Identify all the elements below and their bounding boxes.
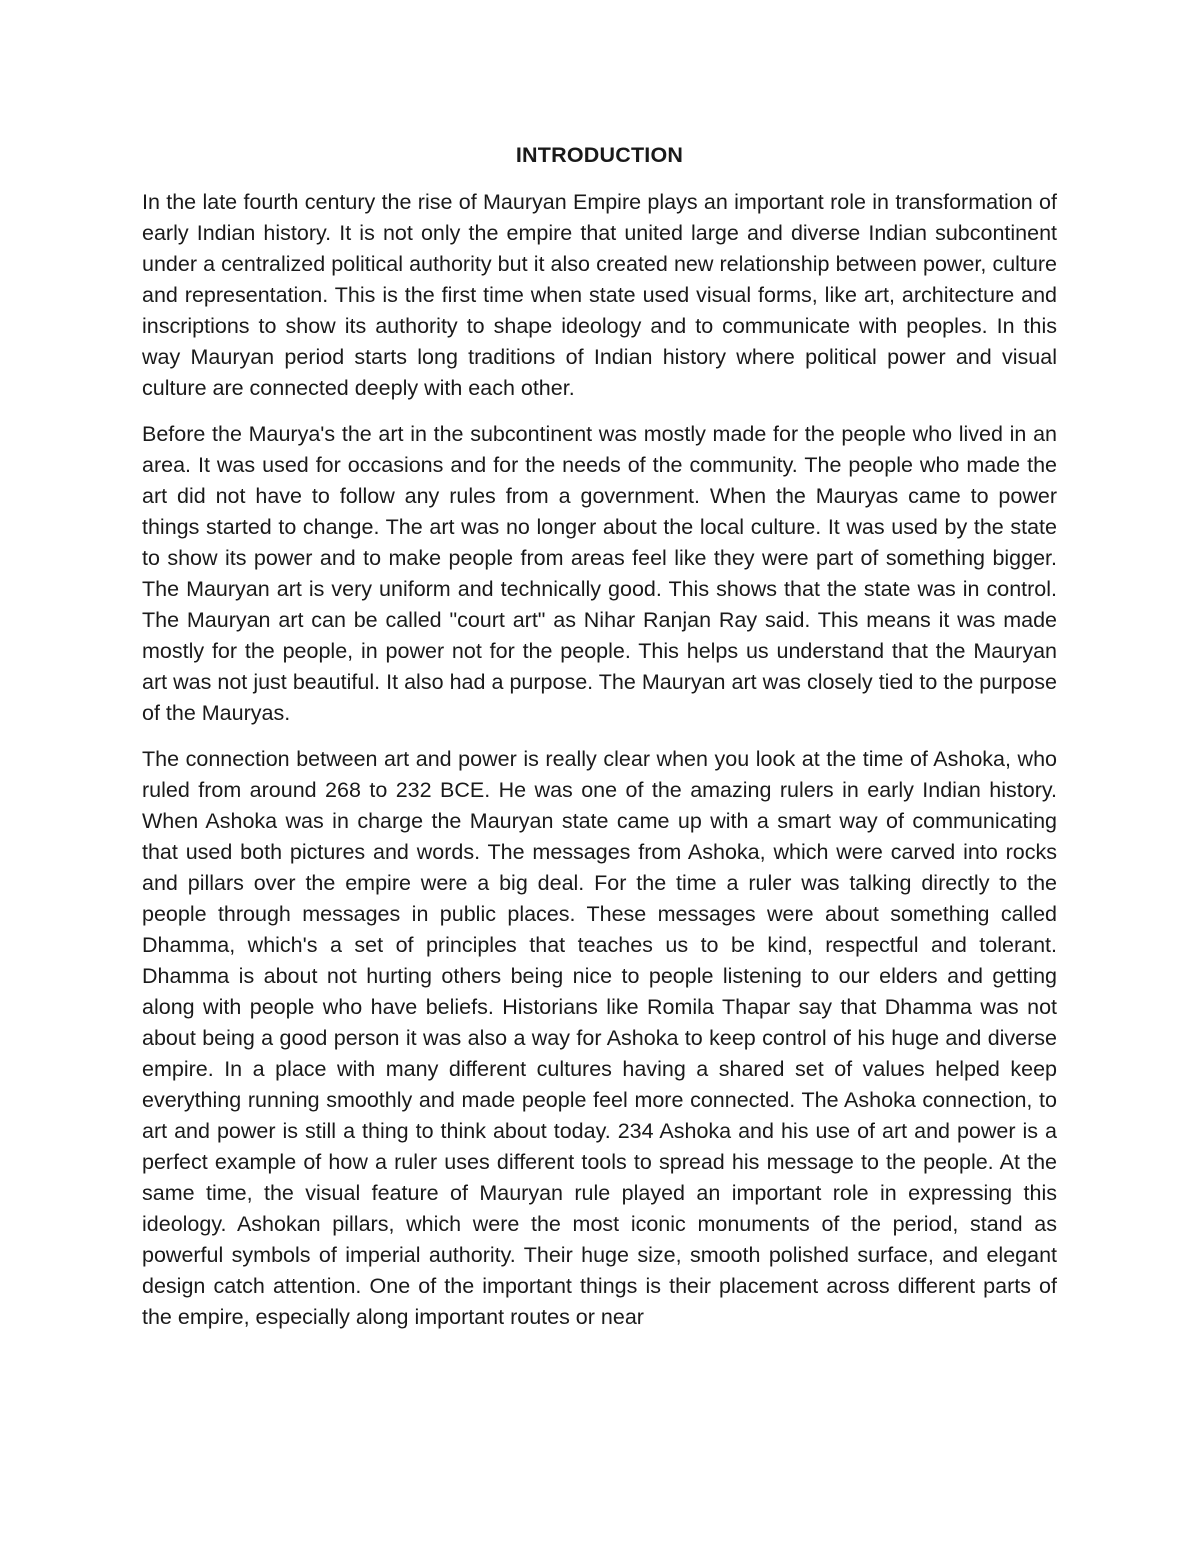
document-body [142,140,1057,1348]
paragraph-3: The connection between art and power is really clear when you look at the time of Ashoka, who ruled from around 268 to 232 BCE. He was one of the amazing rulers in early Indian history. When Ashoka was in charge the Mauryan state came up with a smart way of communicating that used both pictures and words. The messages from Ashoka, which were carved into rocks and pillars over the empire were a big deal. For the time a ruler was talking directly to the people through messages in public places. These messages were about something called Dhamma, which's a set of principles that teaches us to be kind, respectful and tolerant. Dhamma is about not hurting others being nice to people listening to our elders and getting along with people who have beliefs. Historians like Romila Thapar say that Dhamma was not about being a good person it was also a way for Ashoka to keep control of his huge and diverse empire. In a place with many different cultures having a shared set of values helped keep everything running smoothly and made people feel more connected. The Ashoka connection, to art and power is still a thing to think about today. 234 Ashoka and his use of art and power is a perfect example of how a ruler uses different tools to spread his message to the people. At the same time, the visual feature of Mauryan rule played an important role in expressing this ideology. Ashokan pillars, which were the most iconic monuments of the period, stand as powerful symbols of imperial authority. Their huge size, smooth polished surface, and elegant design catch attention. One of the important things is their placement across different parts of the empire, especially along important routes or near [142,747,1057,1329]
section-title: INTRODUCTION [515,143,684,167]
paragraph-2: Before the Maurya's the art in the subcontinent was mostly made for the people who lived in an area. It was used for occasions and for the needs of the community. The people who made the art did not have to follow any rules from a government. When the Mauryas came to power things started to change. The art was no longer about the local culture. It was used by the state to show its power and to make people from areas feel like they were part of something bigger. The Mauryan art is very uniform and technically good. This shows that the state was in control. The Mauryan art can be called "court art" as Nihar Ranjan Ray said. This means it was made mostly for the people, in power not for the people. This helps us understand that the Mauryan art was not just beautiful. It also had a purpose. The Mauryan art was closely tied to the purpose of the Mauryas. [142,422,1057,725]
paragraph-1: In the late fourth century the rise of Mauryan Empire plays an important role in transformation of early Indian history. It is not only the empire that united large and diverse Indian subcontinent under a centralized political authority but it also created new relationship between power, culture and representation. This is the first time when state used visual forms, like art, architecture and inscriptions to show its authority to shape ideology and to communicate with peoples. In this way Mauryan period starts long traditions of Indian history where political power and visual culture are connected deeply with each other. [142,190,1057,400]
